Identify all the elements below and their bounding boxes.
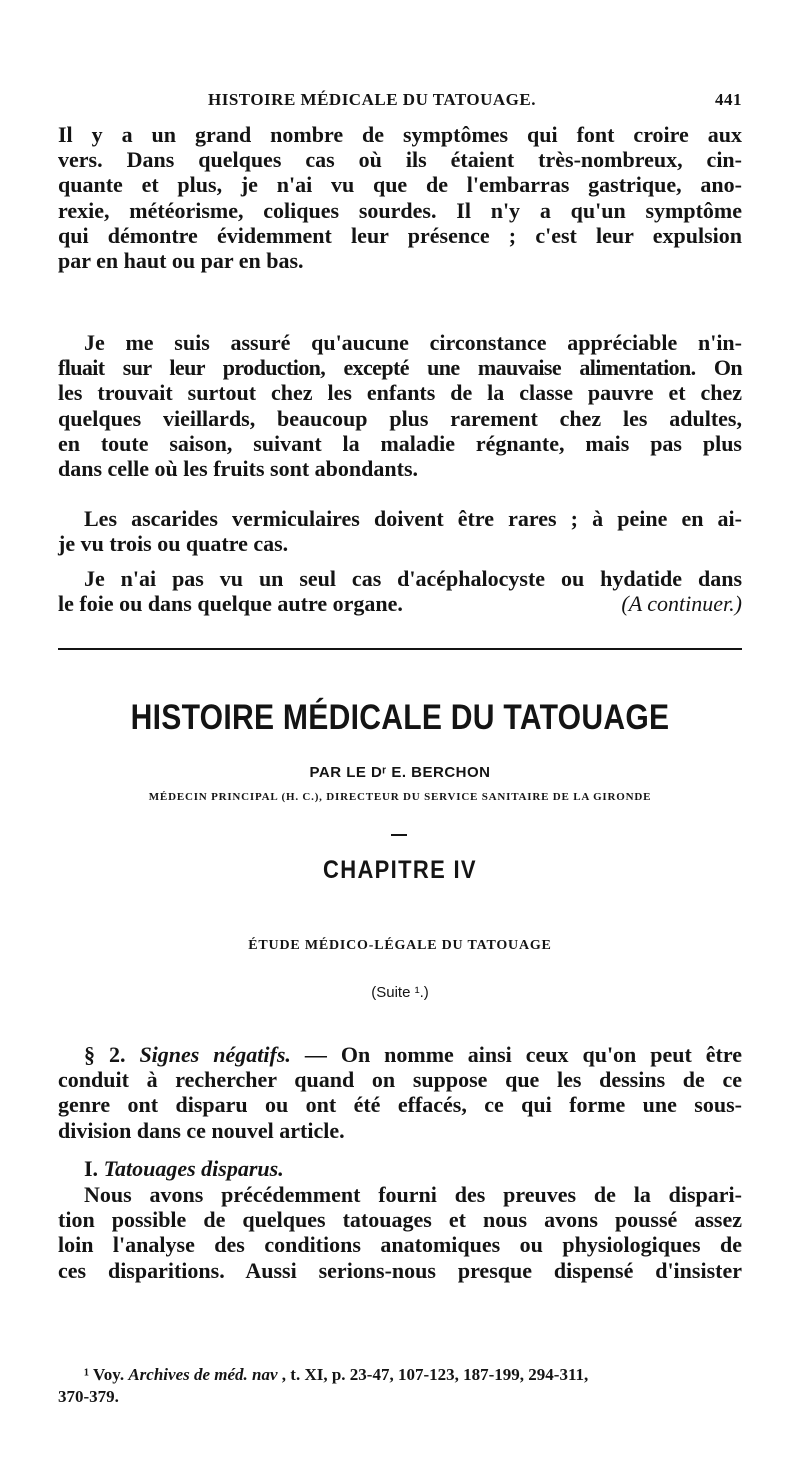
text-line: Il y a un grand nombre de symptômes qui font croire aux xyxy=(58,122,742,147)
section-divider xyxy=(58,648,742,650)
article-title: HISTOIRE MÉDICALE DU TATOUAGE xyxy=(130,698,670,737)
chapter-heading: CHAPITRE IV xyxy=(323,856,477,884)
paragraph-hydatid xyxy=(58,566,742,616)
text-line-content: — On nomme ainsi ceux qu'on peut être xyxy=(290,1042,743,1067)
footnote-journal: Archives de méd. nav xyxy=(128,1365,278,1384)
author-affiliation: MÉDECIN PRINCIPAL (H. C.), DIRECTEUR DU SERVICE SANITAIRE DE LA GIRONDE xyxy=(148,791,652,803)
footnote-reference: , t. XI, p. 23-47, 107-123, 187-199, 294-311, xyxy=(277,1365,589,1384)
subsection-title: Tatouages disparus. xyxy=(103,1156,284,1181)
text-line: genre ont disparu ou ont été effacés, ce qui forme une sous- xyxy=(58,1092,742,1118)
paragraph-worms-symptoms xyxy=(58,122,742,273)
text-line xyxy=(58,1156,742,1181)
text-line: conduit à rechercher quand on suppose que les dessins de ce xyxy=(58,1067,742,1093)
running-head xyxy=(58,90,742,114)
text-line xyxy=(58,591,742,616)
text-line xyxy=(58,1042,742,1067)
text-line: fluait sur leur production, excepté une mauvaise alimentation. On xyxy=(58,355,742,381)
text-line: Les ascarides vermiculaires doivent être rares ; à peine en ai- xyxy=(84,506,742,531)
text-line: qui démontre évidemment leur présence ; c'est leur expulsion xyxy=(58,222,742,248)
text-line: dans celle où les fruits sont abondants. xyxy=(58,456,419,482)
section-heading: Signes négatifs. xyxy=(139,1042,291,1067)
running-head-title: HISTOIRE MÉDICALE DU TATOUAGE. xyxy=(208,90,536,109)
footnote-marker: ¹ xyxy=(84,1365,90,1384)
author-byline: PAR LE Dʳ E. BERCHON xyxy=(309,764,491,781)
footnote xyxy=(58,1364,742,1408)
separator-dash xyxy=(391,834,407,836)
text-line: quelques vieillards, beaucoup plus rarement chez les adultes, xyxy=(58,405,742,431)
section-negative-signs xyxy=(58,1042,742,1143)
text-line: vers. Dans quelques cas où ils étaient très-nombreux, cin- xyxy=(58,147,742,173)
page-number: 441 xyxy=(715,90,742,109)
subsection-numeral: I. xyxy=(84,1156,99,1181)
text-line: Nous avons précédemment fourni des preuves de la dispari- xyxy=(84,1182,742,1207)
section-number: § 2. xyxy=(84,1042,126,1067)
text-line: Je me suis assuré qu'aucune circonstance appréciable n'in- xyxy=(84,330,742,355)
text-line: tion possible de quelques tatouages et nous avons poussé assez xyxy=(58,1207,742,1233)
suite-note: (Suite ¹.) xyxy=(371,984,429,1001)
text-line: je vu trois ou quatre cas. xyxy=(58,531,289,557)
paragraph-circumstances xyxy=(58,330,742,481)
paragraph-ascarides xyxy=(58,506,742,556)
footnote-line xyxy=(58,1364,742,1386)
text-line: division dans ce nouvel article. xyxy=(58,1117,345,1143)
text-line: quante et plus, je n'ai vu que de l'embarras gastrique, ano- xyxy=(58,172,742,198)
to-be-continued: (A continuer.) xyxy=(621,591,742,617)
text-line: rexie, météorisme, coliques sourdes. Il n'y a qu'un symptôme xyxy=(58,197,742,223)
subsection-heading xyxy=(58,1156,742,1181)
chapter-subtitle: ÉTUDE MÉDICO-LÉGALE DU TATOUAGE xyxy=(248,938,552,953)
paragraph-disappearance xyxy=(58,1182,742,1283)
footnote-prefix: Voy. xyxy=(89,1365,129,1384)
footnote-line: 370-379. xyxy=(58,1387,119,1406)
text-line-content: le foie ou dans quelque autre organe. xyxy=(58,591,403,617)
text-line: Je n'ai pas vu un seul cas d'acéphalocyste ou hydatide dans xyxy=(84,566,742,591)
text-line: ces disparitions. Aussi serions-nous presque dispensé d'insister xyxy=(58,1257,742,1283)
text-line: par en haut ou par en bas. xyxy=(58,248,304,274)
text-line: loin l'analyse des conditions anatomiques ou physiologiques de xyxy=(58,1232,742,1258)
text-line: en toute saison, suivant la maladie régnante, mais pas plus xyxy=(58,430,742,456)
text-line: les trouvait surtout chez les enfants de la classe pauvre et chez xyxy=(58,380,742,406)
